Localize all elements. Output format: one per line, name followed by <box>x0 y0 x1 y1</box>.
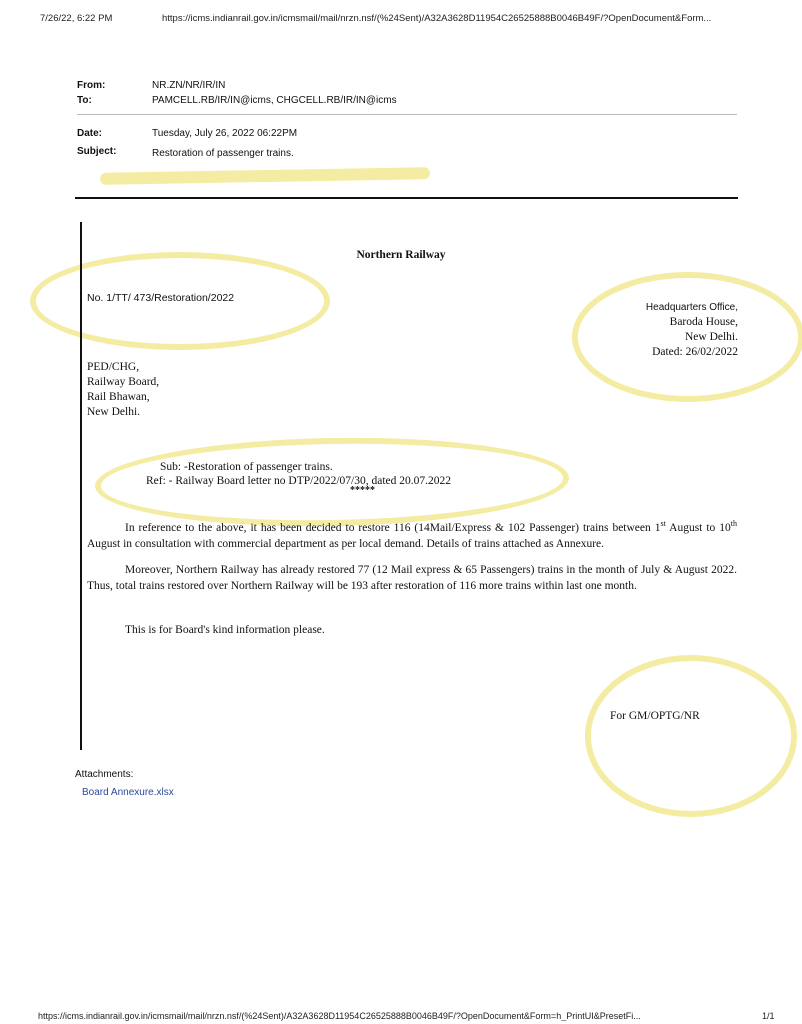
para1-sup-1: st <box>660 519 666 528</box>
para1-sup-2: th <box>730 519 737 528</box>
addressee-line: PED/CHG, <box>87 361 140 373</box>
office-date: Dated: 26/02/2022 <box>652 346 738 358</box>
date-label: Date: <box>77 128 103 139</box>
attachments-label: Attachments: <box>75 769 134 780</box>
para1-text-a: In reference to the above, it has been decided to restore 116 (14Mail/Express & 102 Passenger) trains between 1 <box>125 521 661 534</box>
highlight-circle-signature <box>585 655 797 817</box>
subject-label: Subject: <box>77 146 117 157</box>
header-divider <box>77 114 737 115</box>
reference-number: No. 1/TT/ 473/Restoration/2022 <box>87 292 235 304</box>
addressee-line: Rail Bhawan, <box>87 391 150 403</box>
highlight-stroke <box>100 167 430 185</box>
paragraph-2: Moreover, Northern Railway has already restored 77 (12 Mail express & 65 Passengers) trains in the month of July & August 2022. Thus, total trains restored over Northern Railway will be 193 after restoration of 116 more trains within last one month. <box>87 564 737 592</box>
print-url: https://icms.indianrail.gov.in/icmsmail/mail/nrzn.nsf/(%24Sent)/A32A3628D11954C26525888B0046B49F/?OpenDocument&Form... <box>162 13 712 24</box>
addressee-line: New Delhi. <box>87 406 141 418</box>
footer-page-number: 1/1 <box>762 1011 775 1021</box>
paragraph-1 <box>87 516 737 552</box>
to-label: To: <box>77 95 92 106</box>
subject-value: Restoration of passenger trains. <box>152 148 294 159</box>
letter-left-bar <box>80 222 82 750</box>
footer-url: https://icms.indianrail.gov.in/icmsmail/mail/nrzn.nsf/(%24Sent)/A32A3628D11954C26525888B0046B49F/?OpenDocument&Form=h_PrintUI&PresetFi... <box>38 1011 641 1021</box>
paragraph-3: This is for Board's kind information please. <box>125 624 325 636</box>
stars-separator: ***** <box>350 485 375 496</box>
para1-text-c: August in consultation with commercial department as per local demand. Details of trains attached as Annexure. <box>87 537 605 550</box>
office-line: New Delhi. <box>684 331 738 343</box>
para1-text-b: August to 10 <box>669 521 731 534</box>
print-datetime: 7/26/22, 6:22 PM <box>40 13 113 24</box>
office-address <box>540 300 738 360</box>
signature: For GM/OPTG/NR <box>610 710 700 722</box>
from-value: NR.ZN/NR/IR/IN <box>152 80 226 91</box>
subject-line: Sub: -Restoration of passenger trains. <box>160 461 333 473</box>
addressee <box>87 360 159 420</box>
addressee-line: Railway Board, <box>87 376 160 388</box>
reference-line: Ref: - Railway Board letter no DTP/2022/07/30, dated 20.07.2022 <box>146 475 452 487</box>
from-label: From: <box>77 80 106 91</box>
attachment-link[interactable]: Board Annexure.xlsx <box>82 787 174 798</box>
letter-top-rule <box>75 197 738 199</box>
office-line: Headquarters Office, <box>645 302 738 313</box>
to-value: PAMCELL.RB/IR/IN@icms, CHGCELL.RB/IR/IN@icms <box>152 95 397 106</box>
office-line: Baroda House, <box>669 316 738 328</box>
date-value: Tuesday, July 26, 2022 06:22PM <box>152 128 298 139</box>
letter-heading: Northern Railway <box>356 249 446 261</box>
